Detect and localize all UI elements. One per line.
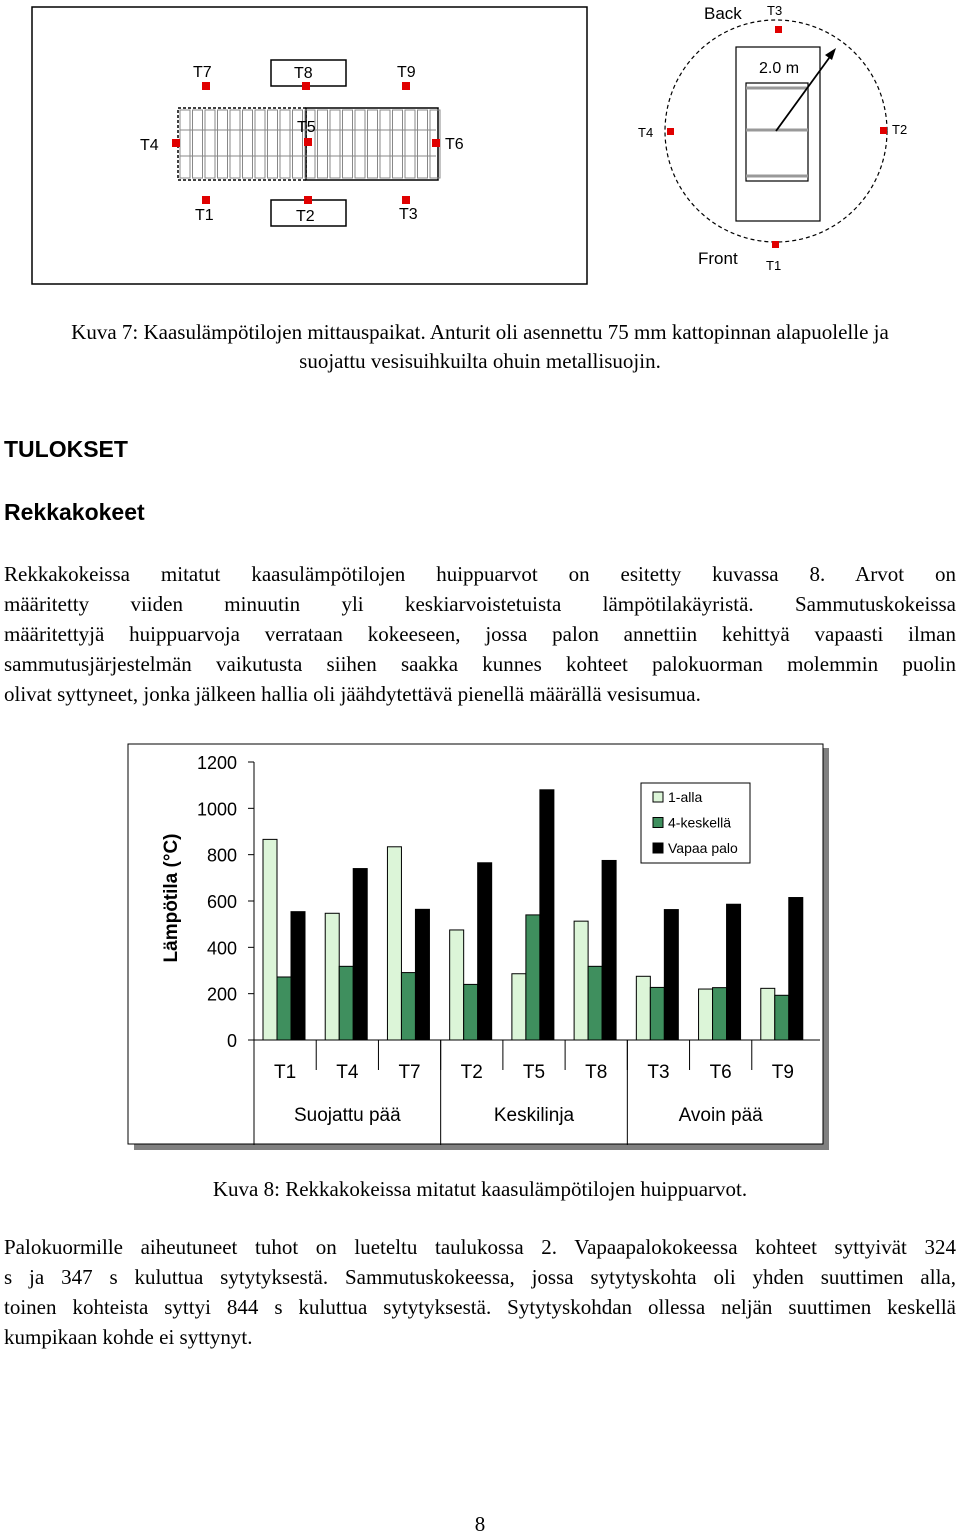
bar-t9-series-1 <box>761 988 775 1040</box>
rack-column <box>343 110 353 178</box>
y-tick-label: 1200 <box>196 753 237 773</box>
bar-t6-series-2 <box>713 988 727 1040</box>
sensor-marker-t1 <box>772 241 779 248</box>
bar-t7-series-1 <box>387 847 401 1040</box>
x-tick-label: T5 <box>522 1062 546 1083</box>
label-t5: T5 <box>297 119 316 136</box>
rack-column <box>405 110 415 178</box>
y-tick-label: 1000 <box>196 799 237 820</box>
sensor-marker-t4 <box>667 128 674 135</box>
sensor-marker-t2 <box>880 127 887 134</box>
label-t3: T3 <box>399 206 418 223</box>
y-tick-label: 200 <box>206 984 237 1005</box>
rack-column <box>218 110 228 178</box>
sensor-marker-t7 <box>202 82 210 90</box>
label-t2: T2 <box>892 122 908 137</box>
bar-t7-series-3 <box>415 909 429 1040</box>
paragraph1-line: määritetty viiden minuutin yli keskiarvoistetuista lämpötilakäyristä. Sammutuskokeissa <box>4 592 956 616</box>
group-label: Keskilinja <box>493 1105 575 1126</box>
bar-t3-series-1 <box>636 976 650 1040</box>
results-paragraph <box>4 559 956 709</box>
rack-column <box>243 110 253 178</box>
figure8-bar-chart <box>0 740 960 1150</box>
rack-column <box>418 110 428 178</box>
sensor-marker-t9 <box>402 82 410 90</box>
bar-t5-series-3 <box>540 790 554 1040</box>
paragraph2-line: toinen kohteista syttyi 844 s kuluttua sytytyksestä. Sytytyskohdan ollessa neljän suuttimen keskellä <box>4 1295 956 1319</box>
figure8-caption: Kuva 8: Rekkakokeissa mitatut kaasulämpötilojen huippuarvot. <box>212 1177 748 1201</box>
chart-legend <box>641 783 750 863</box>
rack-column <box>268 110 278 178</box>
bar-t4-series-1 <box>325 913 339 1040</box>
paragraph1-line: sammutusjärjestelmän vaikutusta siihen saakka kunnes kohteet palokuorman molemmin puolin <box>4 652 956 676</box>
rack-column <box>355 110 365 178</box>
y-tick-label: 400 <box>206 938 237 959</box>
figure7-caption-line2: suojattu vesisuihkuilta ohuin metallisuojin. <box>299 349 661 373</box>
label-t4: T4 <box>140 137 159 154</box>
paragraph2-line: s ja 347 s kuluttua sytytyksestä. Sammutuskokeessa, jossa sytytyskohta oli yhden suuttimen alla, <box>4 1265 956 1289</box>
label-t6: T6 <box>445 136 464 153</box>
bar-t4-series-3 <box>353 869 367 1040</box>
trailer-right <box>306 108 438 180</box>
figure7-layout-diagram <box>0 0 600 300</box>
bar-t5-series-1 <box>512 974 526 1040</box>
paragraph1-line: määritettyjä huippuarvoja verrataan kokeeseen, jossa palon annettiin kehittyä vapaasti ilman <box>4 622 956 646</box>
rack-column <box>255 110 265 178</box>
label-distance: 2.0 m <box>759 60 800 77</box>
x-tick-label: T6 <box>709 1062 732 1083</box>
sensor-marker-t6 <box>432 139 440 147</box>
x-tick-label: T4 <box>336 1062 359 1083</box>
bar-t5-series-2 <box>526 915 540 1040</box>
legend-label: 1-alla <box>668 789 703 805</box>
x-tick-label: T1 <box>274 1062 297 1083</box>
label-t3: T3 <box>767 3 783 18</box>
figure7-cross-section-diagram <box>620 0 960 290</box>
bar-t6-series-3 <box>727 904 741 1040</box>
bar-t8-series-3 <box>602 860 616 1040</box>
sensor-marker-t1 <box>202 196 210 204</box>
bar-t3-series-3 <box>664 910 678 1040</box>
rack-column <box>280 110 290 178</box>
paragraph2-line: Palokuormille aiheutuneet tuhot on lueteltu taulukossa 2. Vapaapalokokeessa kohteet syttyivät 324 <box>4 1235 956 1259</box>
x-tick-label: T8 <box>585 1062 608 1083</box>
bar-t2-series-3 <box>478 863 492 1040</box>
bar-t2-series-2 <box>464 984 478 1040</box>
paragraph1-line: olivat syttyneet, jonka jälkeen hallia oli jäähdytettävä pienellä määrällä vesisumua. <box>4 682 701 706</box>
label-front: Front <box>698 249 738 268</box>
x-tick-label: T9 <box>771 1062 794 1083</box>
rack-column <box>393 110 403 178</box>
rack-column <box>230 110 240 178</box>
sensor-marker-t8 <box>302 82 310 90</box>
sensor-marker-t5 <box>304 138 312 146</box>
section-title: TULOKSET <box>4 436 128 462</box>
group-label: Suojattu pää <box>293 1105 401 1126</box>
bar-t1-series-1 <box>263 839 277 1040</box>
y-tick-label: 800 <box>206 845 237 866</box>
rack-column <box>205 110 215 178</box>
bar-t8-series-2 <box>588 966 602 1040</box>
rack-column <box>368 110 378 178</box>
bar-t8-series-1 <box>574 921 588 1040</box>
label-t1: T1 <box>766 258 782 273</box>
bar-t6-series-1 <box>699 989 713 1040</box>
label-t1: T1 <box>195 207 214 224</box>
radius-arrow-head <box>825 48 836 60</box>
y-axis-label: Lämpötila (°C) <box>161 833 182 963</box>
rack-column <box>318 110 328 178</box>
sensor-markers <box>172 82 440 204</box>
bar-t4-series-2 <box>339 966 353 1040</box>
legend-label: Vapaa palo <box>668 840 738 856</box>
damage-paragraph <box>4 1232 956 1352</box>
bar-t1-series-3 <box>291 912 305 1040</box>
bar-t7-series-2 <box>401 973 415 1040</box>
bar-t3-series-2 <box>650 987 664 1040</box>
paragraph2-line: kumpikaan kohde ei syttynyt. <box>4 1325 253 1349</box>
figure7-caption <box>0 318 960 376</box>
trailer-section <box>746 83 808 181</box>
label-t9: T9 <box>397 64 416 81</box>
rack-column <box>380 110 390 178</box>
legend-swatch <box>653 843 663 853</box>
sensor-marker-t3 <box>402 196 410 204</box>
bar-t9-series-2 <box>775 995 789 1040</box>
legend-label: 4-keskellä <box>668 814 732 831</box>
x-tick-label: T3 <box>647 1062 670 1083</box>
bar-t1-series-2 <box>277 977 291 1040</box>
page-number: 8 <box>474 1512 486 1536</box>
rack-column <box>330 110 340 178</box>
label-t2: T2 <box>296 208 315 225</box>
label-t4: T4 <box>638 125 654 140</box>
subsection-title: Rekkakokeet <box>4 499 145 525</box>
sensor-marker-t4 <box>172 139 180 147</box>
label-t8: T8 <box>294 65 313 82</box>
rack-column <box>193 110 203 178</box>
bar-t9-series-3 <box>789 898 803 1040</box>
bar-t2-series-1 <box>450 930 464 1040</box>
sensor-marker-t3 <box>775 26 782 33</box>
paragraph1-line: Rekkakokeissa mitatut kaasulämpötilojen huippuarvot on esitetty kuvassa 8. Arvot on <box>4 562 956 586</box>
y-tick-label: 600 <box>206 892 237 912</box>
figure7-caption-line1: Kuva 7: Kaasulämpötilojen mittauspaikat. Anturit oli asennettu 75 mm kattopinnan alapuolelle ja <box>71 320 889 344</box>
legend-swatch <box>653 818 663 828</box>
x-tick-label: T7 <box>398 1062 421 1083</box>
x-tick-label: T2 <box>460 1062 483 1083</box>
label-t7: T7 <box>193 64 212 81</box>
rack-column <box>180 110 190 178</box>
sensor-marker-t2 <box>304 196 312 204</box>
group-label: Avoin pää <box>678 1105 763 1126</box>
label-back: Back <box>704 4 742 23</box>
legend-swatch <box>653 792 663 802</box>
y-tick-label: 0 <box>226 1031 237 1051</box>
